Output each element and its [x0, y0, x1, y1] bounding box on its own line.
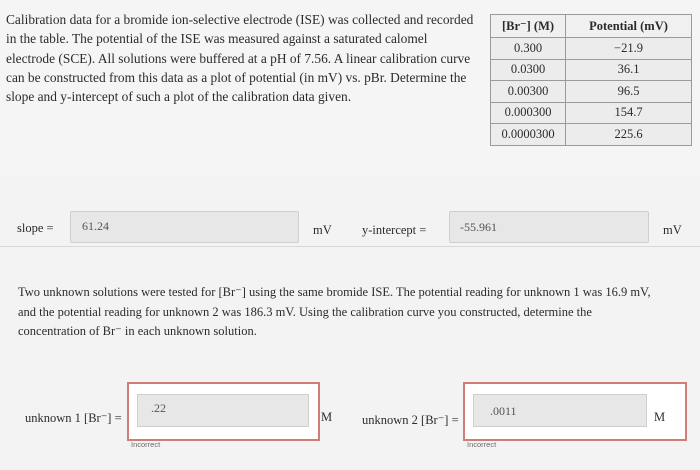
slope-unit: mV: [313, 223, 332, 237]
problem-line: slope and y-intercept of such a plot of the calibration data given.: [6, 89, 352, 105]
table-row: [491, 59, 692, 81]
cell-potential: 225.6: [566, 124, 692, 146]
cell-concentration: 0.0300: [491, 59, 566, 81]
table-row: [491, 124, 692, 146]
part2-line: Two unknown solutions were tested for [Br⁻] using the same bromide ISE. The potential reading for unknown 1 was 16.9 mV,: [18, 285, 651, 299]
unknown1-input[interactable]: [137, 394, 309, 427]
part2-statement: [18, 283, 690, 342]
problem-card: [0, 0, 700, 176]
unknown1-label: unknown 1 [Br⁻] =: [25, 411, 122, 425]
problem-line: can be constructed from this data as a plot of potential (in mV) vs. pBr. Determine the: [6, 69, 467, 85]
calibration-table: [490, 14, 692, 146]
problem-line: electrode (SCE). All solutions were buffered at a pH of 7.56. A linear calibration curve: [6, 50, 471, 66]
unknown2-status: Incorrect: [467, 440, 497, 449]
unknown2-value: .0011: [490, 404, 517, 418]
cell-potential: 154.7: [566, 102, 692, 124]
intercept-input[interactable]: [449, 211, 649, 243]
column-header-concentration: [Br⁻] (M): [491, 15, 566, 38]
unknown2-input[interactable]: [473, 394, 647, 427]
part2-line: and the potential reading for unknown 2 was 186.3 mV. Using the calibration curve you constructed, determine the: [18, 304, 592, 319]
cell-concentration: 0.300: [491, 38, 566, 60]
cell-concentration: 0.000300: [491, 102, 566, 124]
unknown1-status: Incorrect: [131, 440, 161, 449]
cell-potential: 96.5: [566, 81, 692, 103]
intercept-unit: mV: [663, 223, 682, 237]
table-row: [491, 102, 692, 124]
cell-concentration: 0.0000300: [491, 124, 566, 146]
slope-value: 61.24: [82, 219, 109, 233]
unknown2-unit: M: [654, 410, 666, 424]
problem-statement: [6, 10, 476, 106]
part2-line: concentration of Br⁻ in each unknown solution.: [18, 324, 257, 338]
slope-label: slope =: [17, 221, 54, 235]
column-header-potential: Potential (mV): [566, 15, 692, 38]
table-row: [491, 81, 692, 103]
section-divider: [0, 246, 700, 247]
unknown2-answer-box: [463, 382, 687, 441]
problem-line: Calibration data for a bromide ion-selective electrode (ISE) was collected and recorded: [6, 12, 474, 27]
table-header-row: [491, 15, 692, 38]
unknown2-label: unknown 2 [Br⁻] =: [362, 413, 459, 427]
intercept-label: y-intercept =: [362, 223, 427, 237]
cell-potential: 36.1: [566, 59, 692, 81]
unknown1-answer-box: [127, 382, 320, 441]
unknown1-value: .22: [151, 401, 166, 415]
cell-concentration: 0.00300: [491, 81, 566, 103]
table-row: [491, 38, 692, 60]
unknown1-unit: M: [321, 410, 333, 424]
slope-input[interactable]: [70, 211, 299, 243]
intercept-value: -55.961: [460, 220, 497, 234]
cell-potential: −21.9: [566, 38, 692, 60]
problem-line: in the table. The potential of the ISE was measured against a saturated calomel: [6, 31, 428, 47]
